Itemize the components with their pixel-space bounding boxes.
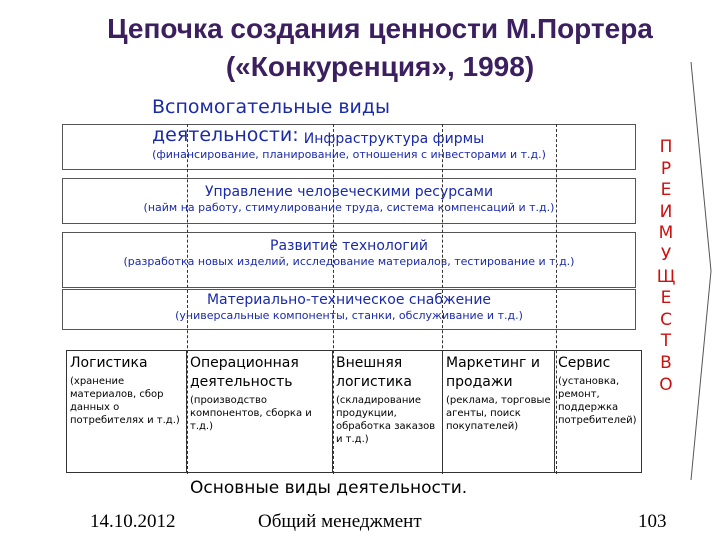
activity-details: (разработка новых изделий, исследование материалов, тестирование и т.д.) (123, 255, 575, 268)
title-line-1: Цепочка создания ценности М.Портера (107, 13, 653, 44)
support-activity-technology (62, 232, 636, 288)
activity-details: (производство компонентов, сборка и т.д.) (190, 395, 312, 432)
activity-name: Развитие технологий (270, 238, 428, 254)
primary-activities-heading: Основные виды деятельности. (190, 478, 468, 498)
margin-letter: П (659, 137, 673, 157)
activity-details: (установка, ремонт, поддержка потребителей) (558, 376, 637, 426)
primary-activity-operations (187, 351, 333, 472)
margin-letter: М (658, 223, 674, 244)
activity-name: Внешняя логистика (336, 355, 412, 390)
activity-details: (универсальные компоненты, станки, обслуживание и т.д.) (175, 309, 523, 322)
support-activity-hr (62, 178, 636, 224)
margin-letter: У (660, 244, 672, 265)
activity-name: Операционная деятельность (190, 355, 299, 390)
margin-letter: Е (660, 288, 672, 309)
margin-letter: Т (660, 331, 672, 352)
support-activities-heading: Вспомогательные виды деятельности: (152, 96, 391, 146)
activity-name: Маркетинг и продажи (446, 355, 540, 390)
margin-letter: Р (660, 158, 672, 179)
activity-name: Материально-техническое снабжение (206, 292, 492, 308)
activity-name: Инфраструктура фирмы (303, 131, 485, 147)
margin-arrow (690, 62, 714, 480)
margin-letter: О (659, 374, 673, 395)
activity-details: (складирование продукции, обработка заказов и т.д.) (336, 395, 436, 445)
activity-details: (реклама, торговые агенты, поиск покупателей) (446, 395, 551, 432)
activity-name: Сервис (558, 355, 611, 371)
activity-details: (финансирование, планирование, отношения с инвесторами и т.д.) (152, 148, 546, 161)
primary-activity-marketing-sales (443, 351, 555, 472)
footer-title: Общий менеджмент (258, 511, 422, 532)
activity-details: (хранение материалов, сбор данных о потребителях и т.д.) (70, 376, 180, 426)
title-line-2: («Конкуренция», 1998) (225, 51, 535, 82)
activity-name: Логистика (70, 355, 148, 371)
margin-letter: В (660, 352, 672, 373)
primary-activity-outbound-logistics (333, 351, 443, 472)
page-number: 103 (638, 511, 667, 532)
activity-name: Управление человеческими ресурсами (204, 184, 494, 200)
primary-activity-service (555, 351, 641, 472)
footer-date: 14.10.2012 (90, 511, 176, 532)
support-activity-procurement (62, 289, 636, 330)
primary-activity-inbound-logistics (67, 351, 187, 472)
slide-title (40, 10, 720, 86)
primary-activities-table (66, 350, 642, 473)
activity-details: (найм на работу, стимулирование труда, система компенсаций и т.д.) (143, 201, 555, 214)
margin-letter: Е (660, 180, 672, 201)
margin-letter: С (660, 309, 672, 330)
margin-letter: Щ (656, 266, 676, 287)
margin-label (654, 137, 678, 396)
margin-letter: И (659, 201, 673, 222)
